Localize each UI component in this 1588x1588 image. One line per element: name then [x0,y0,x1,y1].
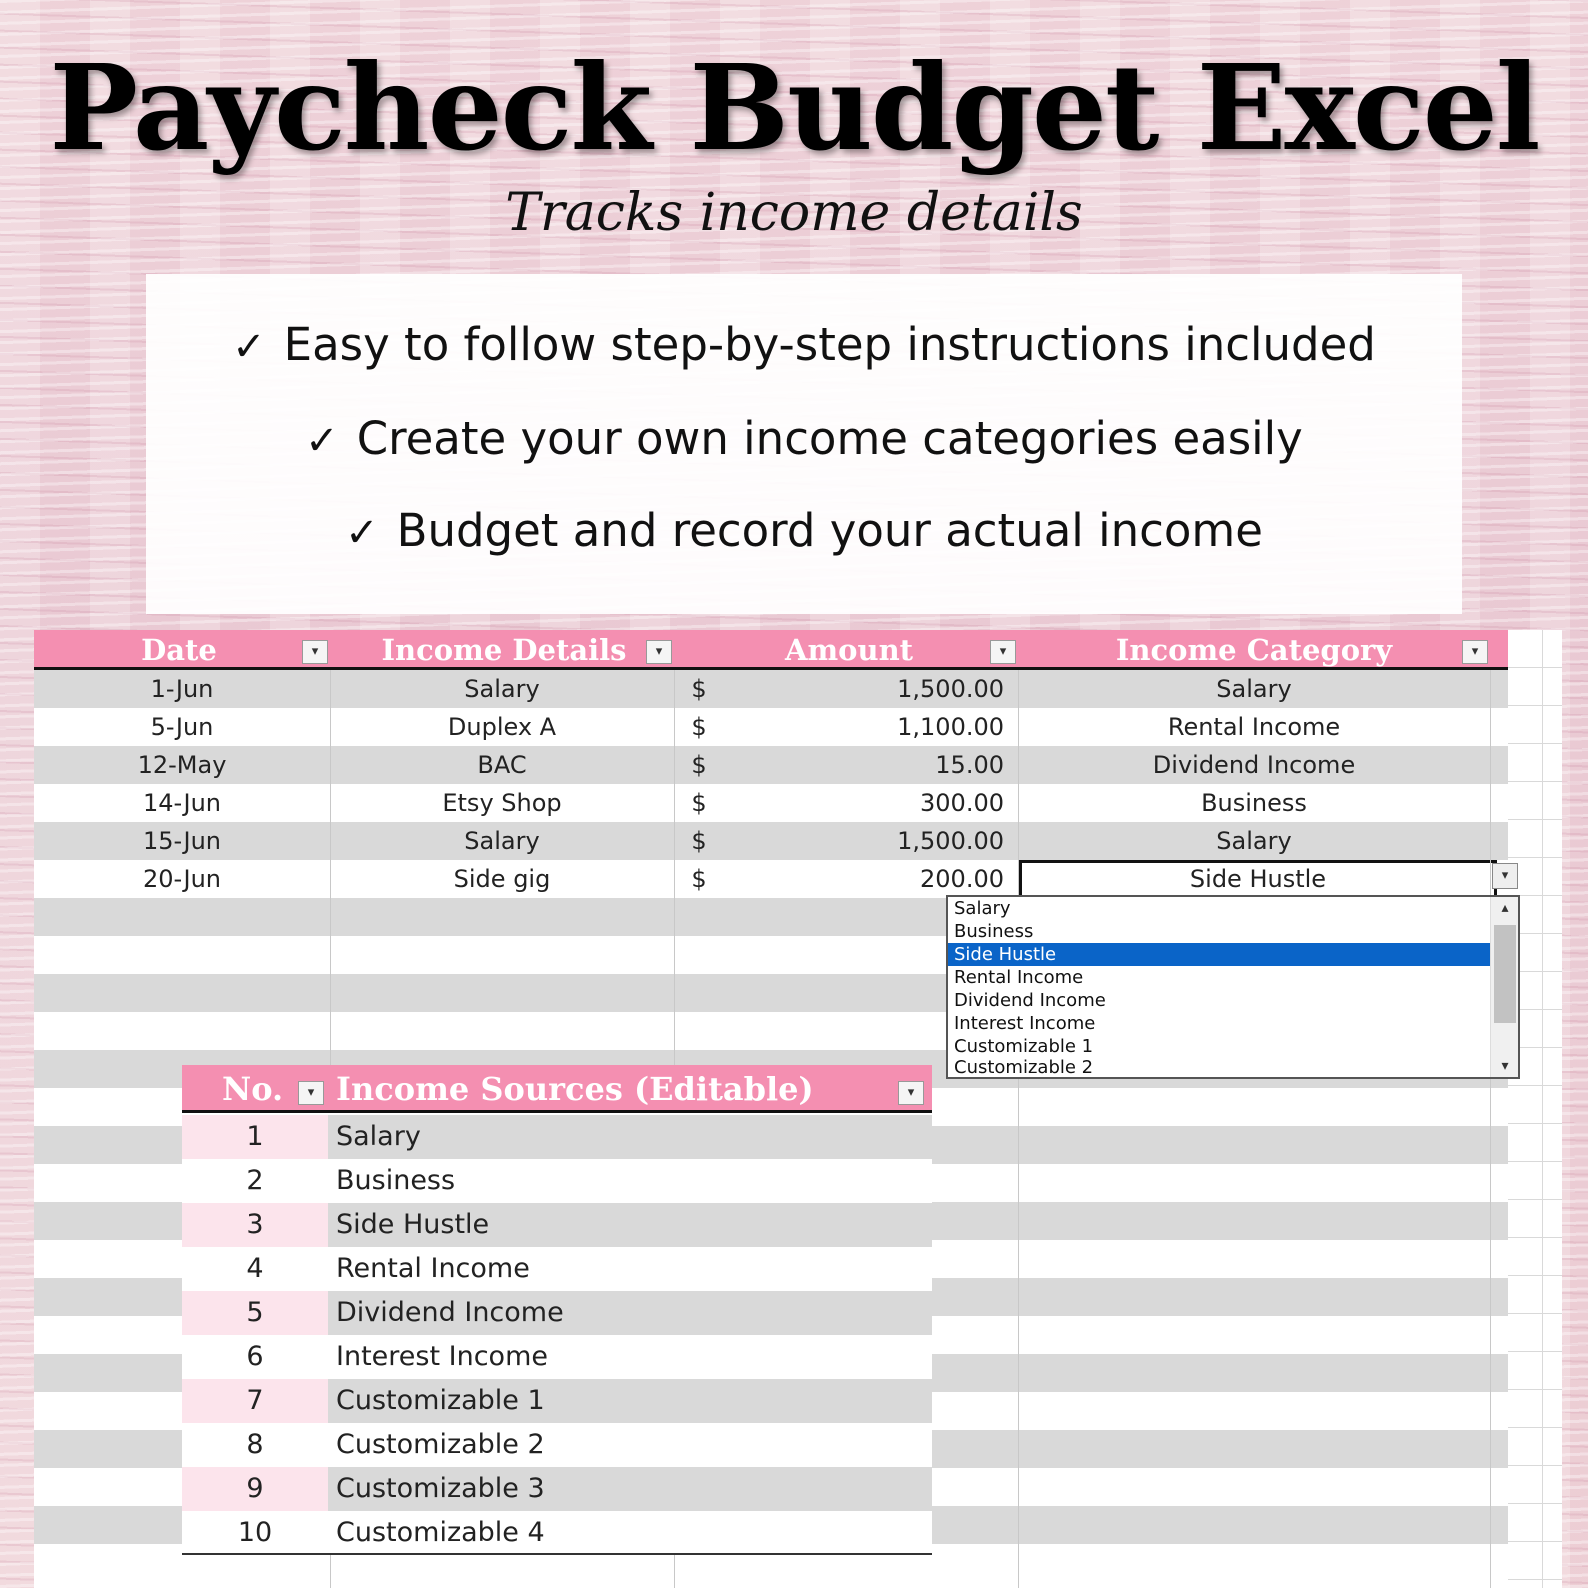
scroll-down-icon[interactable]: ▾ [1501,1058,1509,1074]
source-row[interactable] [182,1159,932,1203]
dropdown-option[interactable]: Salary [954,898,1011,919]
cell-currency: $ [691,675,707,703]
sources-header [182,1065,932,1113]
cell-date[interactable]: 5-Jun [150,713,214,741]
category-dropdown-button[interactable]: ▾ [1492,863,1518,889]
cell-currency: $ [691,713,707,741]
cell-amount[interactable]: 1,100.00 [897,713,1004,741]
dropdown-option[interactable]: Rental Income [954,967,1084,988]
source-row[interactable] [182,1511,932,1555]
cell-category[interactable]: Rental Income [1167,713,1341,741]
page-title: Paycheck Budget Excel [49,38,1539,177]
scroll-up-icon[interactable]: ▴ [1501,900,1509,916]
cell-amount[interactable]: 200.00 [920,865,1004,893]
source-name[interactable]: Salary [336,1121,421,1152]
header-date: Date [141,633,217,667]
dropdown-option[interactable]: Customizable 2 [954,1058,1094,1077]
source-number: 9 [182,1467,328,1511]
table-row[interactable] [34,746,1508,784]
cell-currency: $ [691,827,707,855]
source-row[interactable] [182,1247,932,1291]
source-number: 10 [237,1517,273,1548]
table-header [34,630,1508,670]
table-row[interactable] [34,822,1508,860]
source-number: 6 [246,1341,264,1372]
checkmark-icon: ✓ [305,418,339,464]
dropdown-option[interactable]: Dividend Income [954,990,1106,1011]
header-income-details: Income Details [381,633,627,667]
page-subtitle: Tracks income details [505,183,1083,243]
cell-amount[interactable]: 15.00 [935,751,1004,779]
cell-amount[interactable]: 300.00 [920,789,1004,817]
source-row[interactable] [182,1115,932,1159]
feature-text: Budget and record your actual income [396,504,1263,557]
dropdown-scrollbar[interactable] [1490,897,1518,1077]
source-number: 8 [246,1429,264,1460]
source-name[interactable]: Business [336,1165,456,1196]
feature-item [146,504,1462,557]
income-sources-table [182,1065,932,1555]
cell-date[interactable]: 20-Jun [142,865,222,893]
source-name[interactable]: Customizable 3 [336,1473,545,1504]
feature-item [146,412,1462,465]
source-name[interactable]: Customizable 1 [336,1385,545,1416]
cell-currency: $ [691,865,707,893]
scrollbar-thumb[interactable] [1494,925,1516,1023]
cell-amount[interactable]: 1,500.00 [897,827,1004,855]
source-row[interactable] [182,1467,932,1511]
dropdown-option[interactable]: Business [954,921,1034,942]
source-row[interactable] [182,1335,932,1379]
source-row[interactable] [182,1291,932,1335]
source-number: 3 [182,1203,328,1247]
cell-category[interactable]: Side Hustle [1189,865,1327,893]
filter-date-button[interactable]: ▾ [302,640,328,664]
cell-details[interactable]: Salary [464,675,540,703]
filter-amount-button[interactable]: ▾ [990,640,1016,664]
column-divider [1490,670,1491,1588]
cell-category[interactable]: Business [1201,789,1307,817]
feature-text: Easy to follow step-by-step instructions included [283,318,1376,371]
filter-category-button[interactable]: ▾ [1462,640,1488,664]
cell-amount[interactable]: 1,500.00 [897,675,1004,703]
table-row[interactable] [34,708,1508,746]
source-name[interactable]: Customizable 2 [336,1429,545,1460]
table-row[interactable] [34,784,1508,822]
cell-details[interactable]: Side gig [453,865,551,893]
cell-date[interactable]: 15-Jun [142,827,222,855]
source-number: 2 [246,1165,264,1196]
cell-date[interactable]: 1-Jun [150,675,214,703]
source-number: 4 [246,1253,264,1284]
cell-currency: $ [691,751,707,779]
cell-details[interactable]: Etsy Shop [442,789,562,817]
cell-category[interactable]: Salary [1216,827,1292,855]
header-amount: Amount [784,633,914,667]
source-name[interactable]: Interest Income [336,1341,548,1372]
cell-details[interactable]: BAC [477,751,527,779]
source-row[interactable] [182,1379,932,1423]
header-income-sources: Income Sources (Editable) [336,1070,814,1108]
cell-details[interactable]: Salary [464,827,540,855]
source-row[interactable] [182,1423,932,1467]
cell-date[interactable]: 14-Jun [142,789,222,817]
checkmark-icon: ✓ [232,324,266,370]
source-row[interactable] [182,1203,932,1247]
table-row[interactable] [34,670,1508,708]
category-dropdown-list[interactable] [946,895,1520,1079]
source-name[interactable]: Rental Income [336,1253,530,1284]
cell-details[interactable]: Duplex A [447,713,557,741]
source-number: 5 [182,1291,328,1335]
feature-text: Create your own income categories easily [356,412,1303,465]
active-category-cell[interactable] [1019,860,1497,898]
dropdown-option-selected[interactable]: Side Hustle [948,943,1490,966]
source-name[interactable]: Side Hustle [336,1209,490,1240]
features-panel [146,274,1462,614]
filter-details-button[interactable]: ▾ [646,640,672,664]
header-no: No. [222,1070,284,1108]
source-name[interactable]: Dividend Income [336,1297,564,1328]
filter-sources-button[interactable]: ▾ [898,1081,924,1105]
cell-currency: $ [691,789,707,817]
cell-category[interactable]: Dividend Income [1152,751,1356,779]
feature-item [146,318,1462,371]
column-divider [1018,670,1019,1588]
checkmark-icon: ✓ [345,510,379,556]
dropdown-option[interactable]: Customizable 1 [954,1036,1094,1057]
dropdown-option[interactable]: Interest Income [954,1013,1096,1034]
filter-no-button[interactable]: ▾ [298,1081,324,1105]
cell-category[interactable]: Salary [1216,675,1292,703]
source-number: 1 [182,1115,328,1159]
source-name[interactable]: Customizable 4 [336,1517,545,1548]
header-income-category: Income Category [1115,633,1393,667]
cell-date[interactable]: 12-May [137,751,227,779]
source-number: 7 [182,1379,328,1423]
